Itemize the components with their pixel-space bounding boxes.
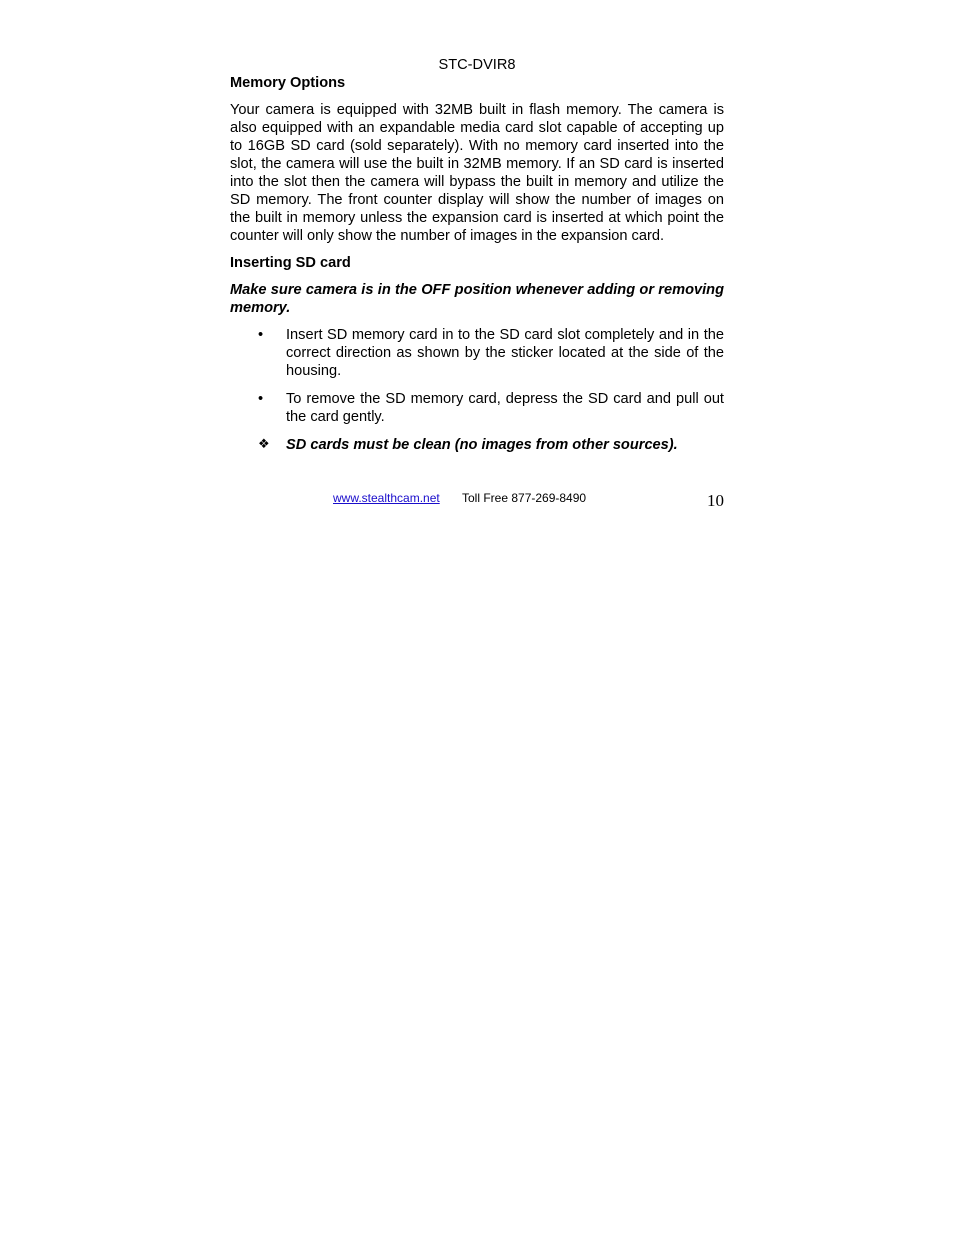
inserting-sd-heading: Inserting SD card [230,255,351,271]
memory-options-heading: Memory Options [230,75,346,91]
diamond-bullet-icon: ❖ [258,437,270,452]
note-text: SD cards must be clean (no images from other sources). [286,437,678,453]
list-item [230,326,724,380]
list-item-text: Insert SD memory card in to the SD card slot completely and in the correct direction as shown by the sticker located at the side of the housing. [286,327,724,379]
bullet-icon: • [258,391,264,407]
list-item-text: To remove the SD memory card, depress the SD card and pull out the card gently. [286,391,724,425]
manual-page [230,56,724,464]
website-link[interactable]: www.stealthcam.net [333,491,440,505]
sd-card-instructions [230,326,724,454]
list-item [230,390,724,426]
page-footer [230,490,724,510]
power-off-warning: Make sure camera is in the OFF position whenever adding or removing memory. [230,282,724,316]
memory-options-paragraph: Your camera is equipped with 32MB built in flash memory. The camera is also equipped with an expandable media card slot capable of accepting up to 16GB SD card (sold separately). With no memory card inserted into the slot, the camera will use the built in 32MB memory. If an SD card is inserted into the slot then the camera will bypass the built in memory and utilize the SD memory. The front counter display will show the number of images on the built in memory unless the expansion card is inserted at which point the counter will only show the number of images in the expansion card. [230,102,724,244]
sd-clean-note [230,436,724,454]
bullet-icon: • [258,327,264,343]
page-number: 10 [707,491,724,510]
toll-free-number: Toll Free 877-269-8490 [462,491,587,505]
model-header: STC-DVIR8 [438,57,516,73]
